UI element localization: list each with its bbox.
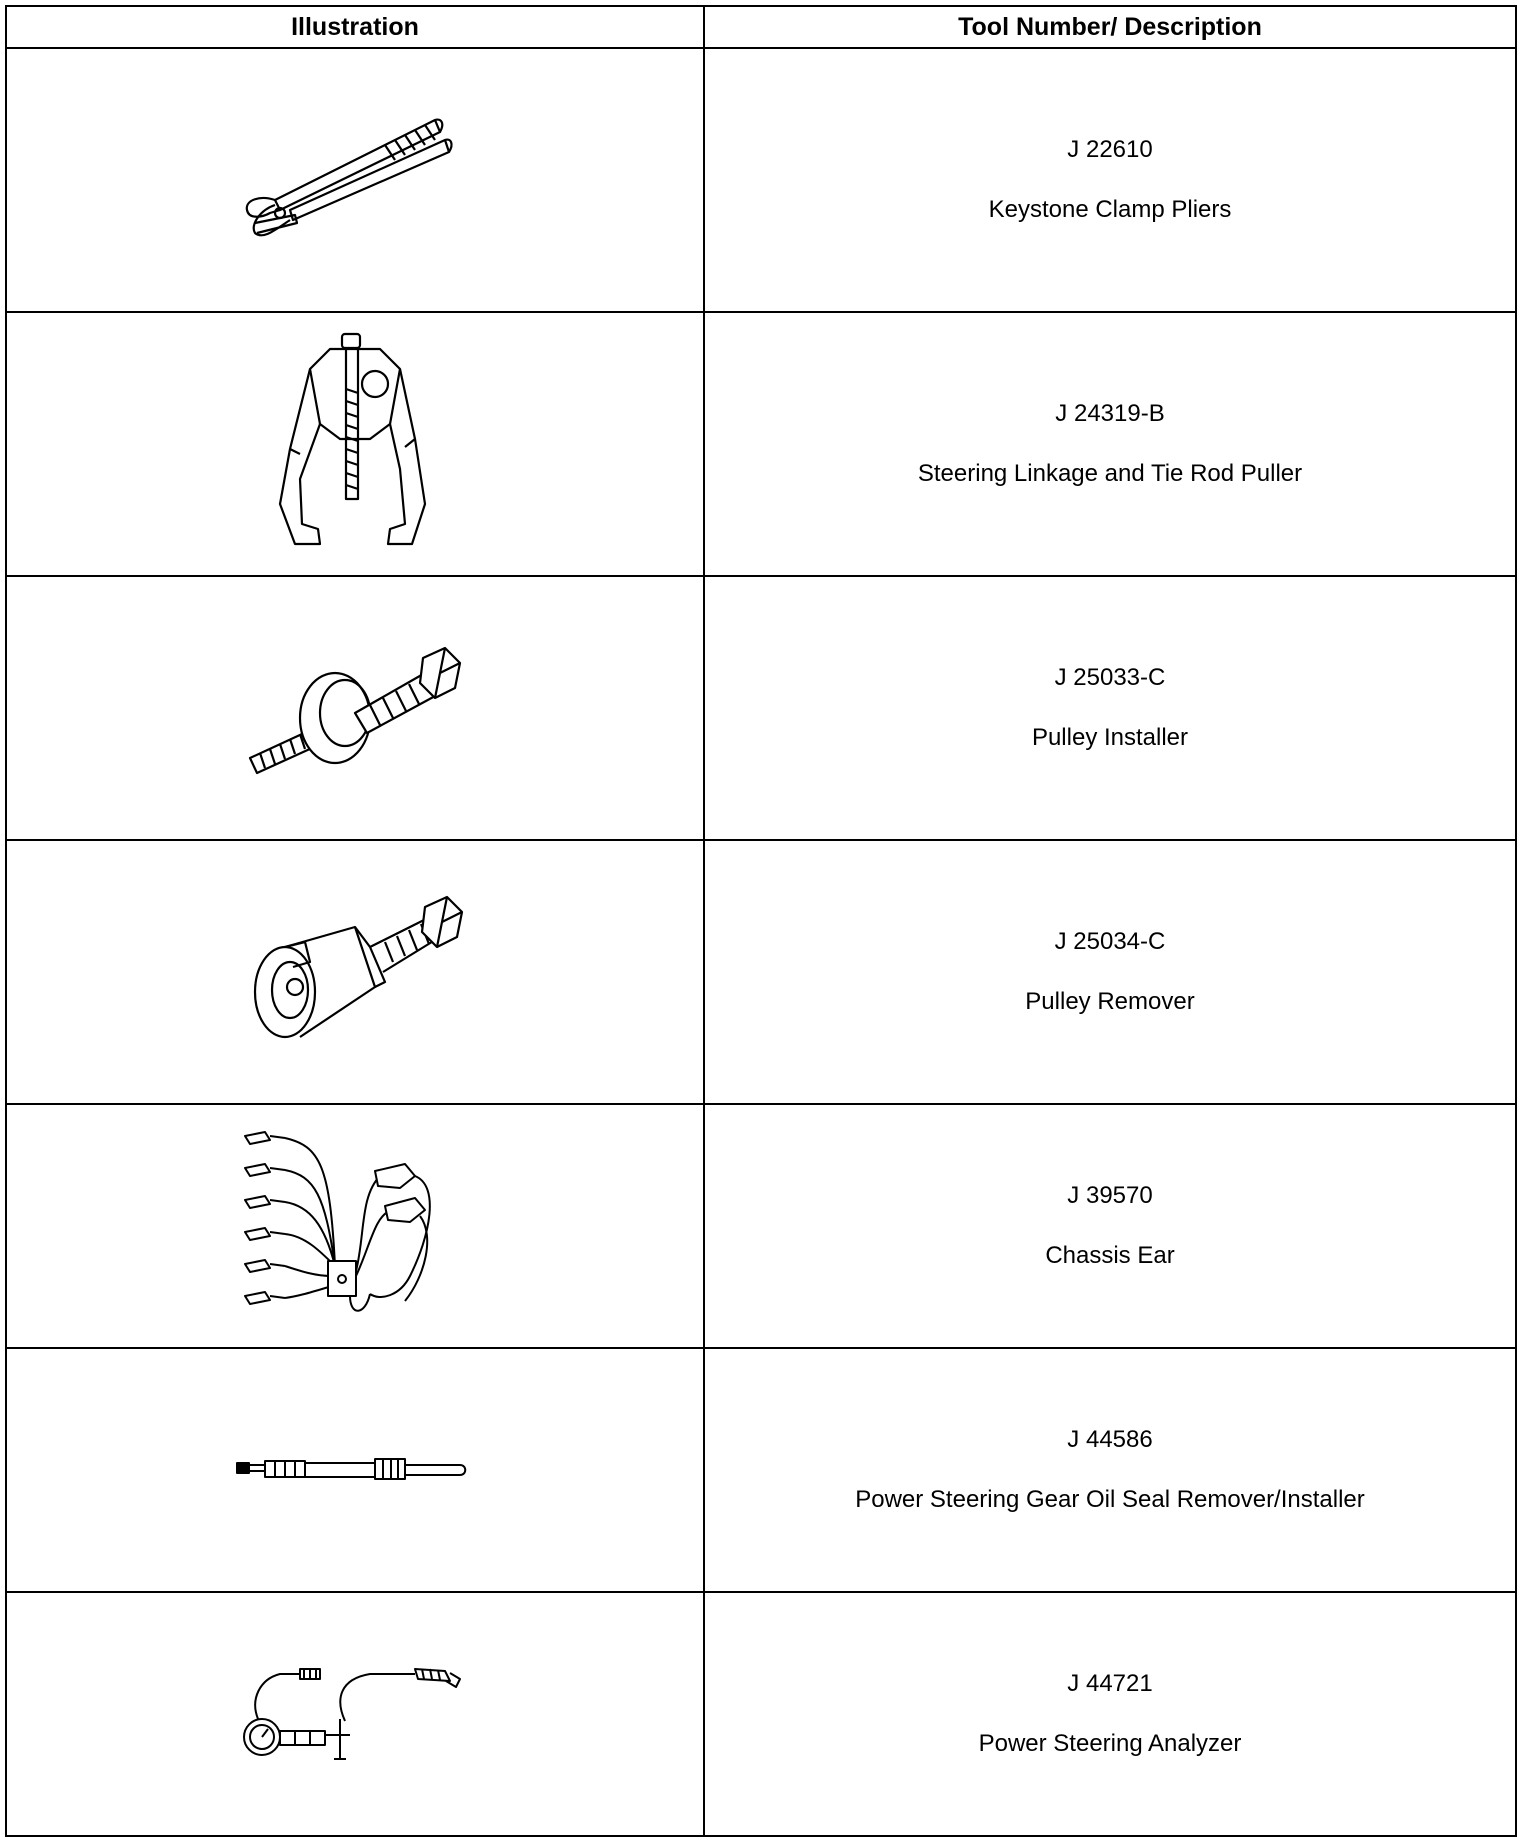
clamp-pliers-icon bbox=[235, 105, 475, 255]
tool-number: J 39570 bbox=[1067, 1182, 1153, 1209]
tool-name: Pulley Remover bbox=[1025, 988, 1195, 1015]
tool-description-cell bbox=[704, 576, 1516, 840]
tool-name: Chassis Ear bbox=[1045, 1242, 1175, 1269]
illustration-cell bbox=[6, 1348, 704, 1592]
tool-number: J 44586 bbox=[1067, 1426, 1153, 1453]
table-row bbox=[6, 1592, 1516, 1836]
tool-description-cell bbox=[704, 1592, 1516, 1836]
tool-number: J 25033-C bbox=[1054, 664, 1166, 691]
tie-rod-puller-icon bbox=[270, 329, 440, 559]
illustration-cell bbox=[6, 312, 704, 576]
pulley-installer-icon bbox=[245, 633, 465, 783]
analyzer-icon bbox=[240, 1659, 470, 1769]
tool-description-cell bbox=[704, 312, 1516, 576]
table-row bbox=[6, 1348, 1516, 1592]
tool-name: Keystone Clamp Pliers bbox=[988, 196, 1232, 223]
illustration-cell bbox=[6, 1592, 704, 1836]
tool-number: J 25034-C bbox=[1054, 928, 1166, 955]
tool-name: Pulley Installer bbox=[1031, 724, 1189, 751]
table-row bbox=[6, 576, 1516, 840]
tool-description-cell bbox=[704, 48, 1516, 312]
illustration-cell bbox=[6, 576, 704, 840]
chassis-ear-icon bbox=[240, 1126, 470, 1326]
illustration-cell bbox=[6, 48, 704, 312]
tool-description-cell bbox=[704, 1348, 1516, 1592]
illustration-cell bbox=[6, 840, 704, 1104]
tool-number: J 22610 bbox=[1067, 136, 1153, 163]
table-row bbox=[6, 48, 1516, 312]
tool-number: J 44721 bbox=[1067, 1670, 1153, 1697]
tool-number: J 24319-B bbox=[1055, 400, 1165, 427]
header-row bbox=[6, 6, 1516, 48]
table-row bbox=[6, 840, 1516, 1104]
table-row bbox=[6, 312, 1516, 576]
illustration-cell bbox=[6, 1104, 704, 1348]
tool-name: Power Steering Analyzer bbox=[978, 1730, 1242, 1757]
tool-description-cell bbox=[704, 840, 1516, 1104]
header-illustration: Illustration bbox=[6, 6, 704, 48]
header-tool-description: Tool Number/ Description bbox=[704, 6, 1516, 48]
seal-tool-icon bbox=[235, 1445, 475, 1495]
tools-table bbox=[5, 5, 1517, 1837]
tool-name: Steering Linkage and Tie Rod Puller bbox=[917, 460, 1303, 487]
tool-name: Power Steering Gear Oil Seal Remover/Installer bbox=[855, 1486, 1365, 1513]
tool-description-cell bbox=[704, 1104, 1516, 1348]
table-row bbox=[6, 1104, 1516, 1348]
pulley-remover-icon bbox=[245, 892, 465, 1052]
